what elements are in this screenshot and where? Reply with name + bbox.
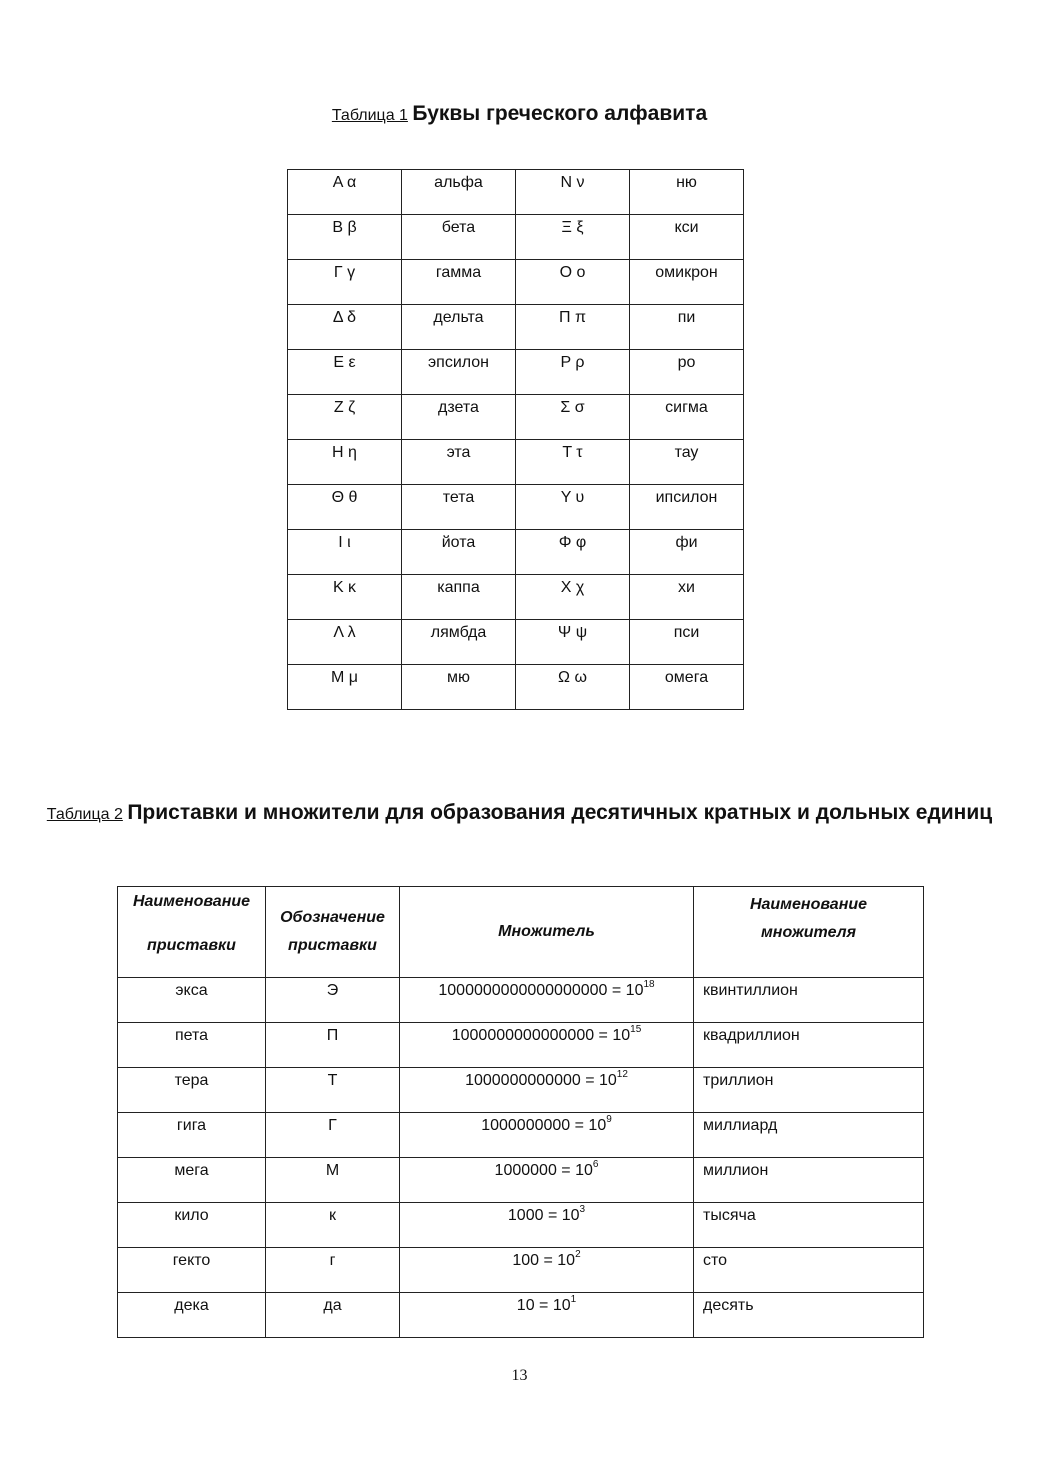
letter-name-cell: кси	[630, 215, 744, 260]
table1-caption-title: Буквы греческого алфавита	[412, 102, 708, 125]
greek-letter-cell: Μ μ	[288, 665, 402, 710]
table-row	[288, 170, 744, 215]
multiplier-name-cell: тысяча	[694, 1203, 924, 1248]
si-prefix-table	[117, 886, 924, 1338]
multiplier-cell	[400, 1293, 694, 1338]
greek-letter-cell: Χ χ	[516, 575, 630, 620]
multiplier-name-cell: квадриллион	[694, 1023, 924, 1068]
multiplier-cell	[400, 1113, 694, 1158]
letter-name-cell: йота	[402, 530, 516, 575]
multiplier-value: 1000000 = 10	[494, 1162, 593, 1179]
table-header-row	[118, 887, 924, 978]
greek-letter-cell: Ε ε	[288, 350, 402, 395]
letter-name-cell: тета	[402, 485, 516, 530]
multiplier-name-cell: квинтиллион	[694, 978, 924, 1023]
greek-letter-cell: Δ δ	[288, 305, 402, 350]
letter-name-cell: гамма	[402, 260, 516, 305]
letter-name-cell: мю	[402, 665, 516, 710]
multiplier-cell	[400, 1023, 694, 1068]
greek-alphabet-table	[287, 169, 744, 710]
letter-name-cell: дельта	[402, 305, 516, 350]
prefix-symbol-cell: Г	[266, 1113, 400, 1158]
table-row	[118, 978, 924, 1023]
prefix-name-cell: экса	[118, 978, 266, 1023]
letter-name-cell: тау	[630, 440, 744, 485]
prefix-symbol-cell: г	[266, 1248, 400, 1293]
multiplier-exponent: 6	[592, 1159, 599, 1170]
header-text: приставки	[147, 937, 236, 954]
multiplier-cell	[400, 1203, 694, 1248]
multiplier-name-cell: сто	[694, 1248, 924, 1293]
multiplier-cell	[400, 978, 694, 1023]
multiplier-exponent: 9	[606, 1114, 612, 1125]
multiplier-value: 1000000000 = 10	[481, 1117, 607, 1134]
greek-letter-cell: Υ υ	[516, 485, 630, 530]
multiplier-value: 1000000000000 = 10	[465, 1072, 617, 1089]
greek-letter-cell: Φ φ	[516, 530, 630, 575]
multiplier-value: 1000000000000000 = 10	[451, 1027, 631, 1044]
greek-letter-cell: Ο ο	[516, 260, 630, 305]
table-row	[288, 440, 744, 485]
header-text: Наименование	[132, 893, 251, 910]
table-row	[118, 1023, 924, 1068]
table-row	[288, 395, 744, 440]
header-text: множителя	[760, 924, 857, 941]
letter-name-cell: дзета	[402, 395, 516, 440]
prefix-name-cell: гига	[118, 1113, 266, 1158]
letter-name-cell: эта	[402, 440, 516, 485]
table-row	[118, 1203, 924, 1248]
greek-letter-cell: Η η	[288, 440, 402, 485]
letter-name-cell: бета	[402, 215, 516, 260]
greek-letter-cell: Ξ ξ	[516, 215, 630, 260]
table-row	[288, 575, 744, 620]
greek-letter-cell: Β β	[288, 215, 402, 260]
letter-name-cell: альфа	[402, 170, 516, 215]
letter-name-cell: омега	[630, 665, 744, 710]
greek-letter-cell: Γ γ	[288, 260, 402, 305]
letter-name-cell: ро	[630, 350, 744, 395]
multiplier-value: 1000000000000000000 = 10	[438, 982, 644, 999]
letter-name-cell: каппа	[402, 575, 516, 620]
multiplier-exponent: 15	[630, 1024, 642, 1035]
greek-letter-cell: Κ κ	[288, 575, 402, 620]
table-row	[288, 215, 744, 260]
greek-letter-cell: Α α	[288, 170, 402, 215]
header-text: Множитель	[498, 923, 595, 940]
greek-letter-cell: Θ θ	[288, 485, 402, 530]
table-row	[118, 1113, 924, 1158]
greek-letter-cell: Ψ ψ	[516, 620, 630, 665]
letter-name-cell: хи	[630, 575, 744, 620]
table-row	[288, 665, 744, 710]
header-prefix-name	[118, 887, 266, 978]
prefix-name-cell: гекто	[118, 1248, 266, 1293]
prefix-symbol-cell: Т	[266, 1068, 400, 1113]
prefix-name-cell: тера	[118, 1068, 266, 1113]
header-text: приставки	[288, 937, 377, 954]
letter-name-cell: фи	[630, 530, 744, 575]
multiplier-exponent: 3	[579, 1204, 586, 1215]
header-text: Обозначение	[280, 909, 385, 926]
letter-name-cell: лямбда	[402, 620, 516, 665]
multiplier-value: 10 = 10	[516, 1297, 571, 1314]
letter-name-cell: пи	[630, 305, 744, 350]
table2-caption-title: Приставки и множители для образования десятичных кратных и дольных единиц	[127, 801, 993, 824]
greek-letter-cell: Ρ ρ	[516, 350, 630, 395]
table2-caption-label: Таблица 2	[46, 806, 123, 823]
table-row	[118, 1068, 924, 1113]
greek-letter-cell: Π π	[516, 305, 630, 350]
prefix-symbol-cell: к	[266, 1203, 400, 1248]
table-row	[118, 1293, 924, 1338]
table-row	[288, 305, 744, 350]
multiplier-name-cell: триллион	[694, 1068, 924, 1113]
page-number: 13	[511, 1367, 528, 1384]
prefix-symbol-cell: да	[266, 1293, 400, 1338]
table-row	[288, 350, 744, 395]
multiplier-exponent: 12	[616, 1069, 628, 1080]
table1-caption-label: Таблица 1	[331, 107, 408, 124]
multiplier-name-cell: миллиард	[694, 1113, 924, 1158]
prefix-symbol-cell: М	[266, 1158, 400, 1203]
table-row	[288, 530, 744, 575]
multiplier-name-cell: десять	[694, 1293, 924, 1338]
table-row	[288, 620, 744, 665]
table-row	[288, 260, 744, 305]
greek-letter-cell: Τ τ	[516, 440, 630, 485]
multiplier-cell	[400, 1068, 694, 1113]
multiplier-exponent: 1	[570, 1294, 577, 1305]
multiplier-value: 100 = 10	[512, 1252, 576, 1269]
greek-letter-cell: Ν ν	[516, 170, 630, 215]
prefix-symbol-cell: Э	[266, 978, 400, 1023]
letter-name-cell: эпсилон	[402, 350, 516, 395]
multiplier-cell	[400, 1248, 694, 1293]
multiplier-value: 1000 = 10	[507, 1207, 580, 1224]
multiplier-name-cell: миллион	[694, 1158, 924, 1203]
greek-letter-cell: Ω ω	[516, 665, 630, 710]
letter-name-cell: пси	[630, 620, 744, 665]
multiplier-exponent: 2	[575, 1249, 581, 1260]
header-prefix-symbol	[266, 887, 400, 978]
greek-letter-cell: Ζ ζ	[288, 395, 402, 440]
prefix-symbol-cell: П	[266, 1023, 400, 1068]
letter-name-cell: сигма	[630, 395, 744, 440]
greek-letter-cell: Ι ι	[288, 530, 402, 575]
table2-caption	[0, 796, 1039, 832]
header-multiplier	[400, 887, 694, 978]
multiplier-exponent: 18	[643, 979, 655, 990]
table-row	[288, 485, 744, 530]
prefix-name-cell: кило	[118, 1203, 266, 1248]
table1-caption	[0, 102, 1039, 126]
header-multiplier-name	[694, 887, 924, 978]
table-row	[118, 1248, 924, 1293]
greek-letter-cell: Λ λ	[288, 620, 402, 665]
prefix-name-cell: дека	[118, 1293, 266, 1338]
letter-name-cell: ню	[630, 170, 744, 215]
prefix-name-cell: пета	[118, 1023, 266, 1068]
greek-letter-cell: Σ σ	[516, 395, 630, 440]
letter-name-cell: омикрон	[630, 260, 744, 305]
header-text: Наименование	[749, 896, 868, 913]
letter-name-cell: ипсилон	[630, 485, 744, 530]
prefix-name-cell: мега	[118, 1158, 266, 1203]
multiplier-cell	[400, 1158, 694, 1203]
table-row	[118, 1158, 924, 1203]
